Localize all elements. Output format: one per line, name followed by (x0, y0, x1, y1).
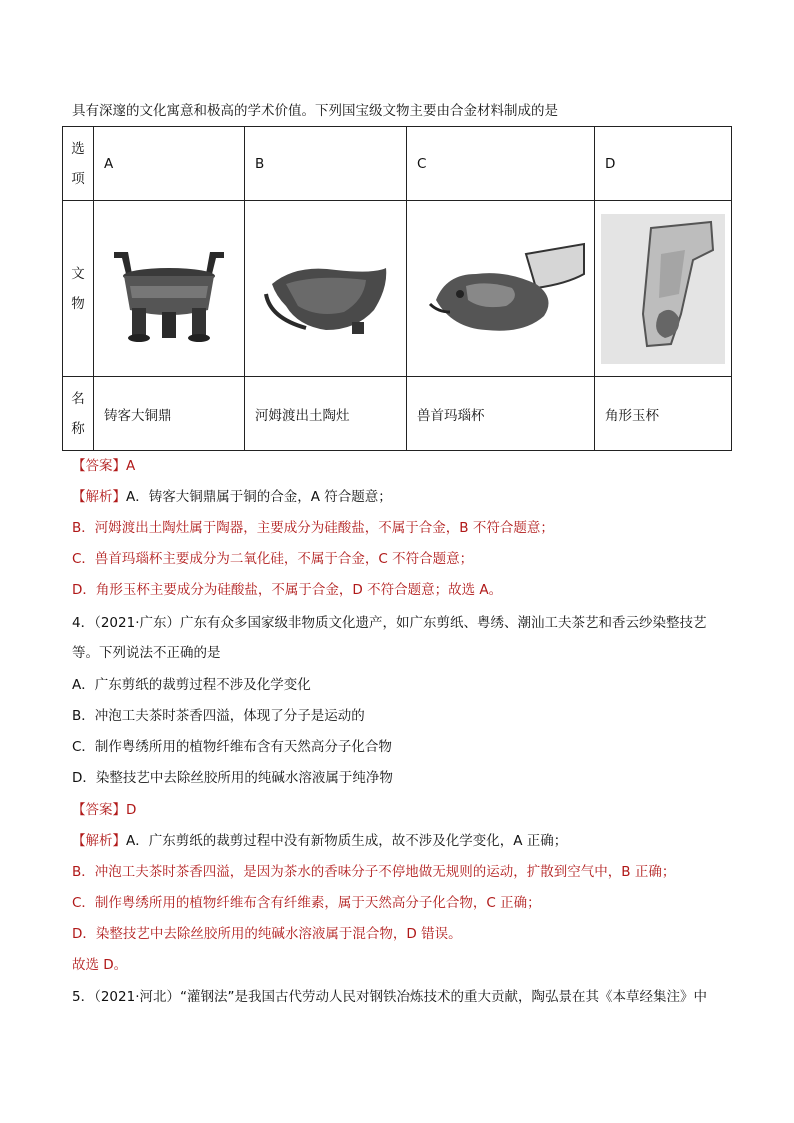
q4-choice-a: A．广东剪纸的裁剪过程不涉及化学变化 (72, 677, 311, 693)
q4-analysis-d: D．染整技艺中去除丝胶所用的纯碱水溶液属于混合物，D 错误。 (72, 926, 462, 942)
relic-table (62, 126, 732, 451)
q3-analysis-a: 【解析】A．铸客大铜鼎属于铜的合金，A 符合题意； (72, 489, 392, 505)
jade-cup-icon (601, 214, 725, 364)
row-header-relic: 文 物 (63, 201, 94, 377)
bronze-ding-icon (104, 234, 234, 344)
q3-answer: 【答案】A (72, 458, 136, 474)
pottery-stove-icon (256, 234, 396, 344)
q3-analysis-d: D．角形玉杯主要成分为硅酸盐，不属于合金，D 不符合题意；故选 A。 (72, 582, 503, 598)
q4-conclusion: 故选 D。 (72, 957, 128, 973)
relic-image-b (245, 201, 407, 377)
row-header-option: 选 项 (63, 127, 94, 201)
relic-name-b: 河姆渡出土陶灶 (245, 377, 407, 451)
q4-stem-line1: 4．（2021·广东）广东有众多国家级非物质文化遗产，如广东剪纸、粤绣、潮汕工夫茶艺和香云纱染整技艺 (72, 615, 707, 631)
relic-image-d (595, 201, 732, 377)
table-row-relics (63, 201, 732, 377)
agate-cup-icon (416, 234, 586, 344)
q4-choice-b: B．冲泡工夫茶时茶香四溢，体现了分子是运动的 (72, 708, 365, 724)
table-row-names (63, 377, 732, 451)
q3-analysis-b: B．河姆渡出土陶灶属于陶器，主要成分为硅酸盐，不属于合金，B 不符合题意； (72, 520, 554, 536)
q4-answer: 【答案】D (72, 802, 137, 818)
option-a: A (94, 127, 245, 201)
q3-analysis-c: C．兽首玛瑙杯主要成分为二氧化硅，不属于合金，C 不符合题意； (72, 551, 474, 567)
q4-analysis-a: 【解析】A．广东剪纸的裁剪过程中没有新物质生成，故不涉及化学变化，A 正确； (72, 833, 568, 849)
question-intro: 具有深邃的文化寓意和极高的学术价值。下列国宝级文物主要由合金材料制成的是 (72, 103, 558, 119)
q4-choice-d: D．染整技艺中去除丝胶所用的纯碱水溶液属于纯净物 (72, 770, 393, 786)
relic-image-c (407, 201, 595, 377)
relic-name-c: 兽首玛瑙杯 (407, 377, 595, 451)
relic-image-a (94, 201, 245, 377)
q4-analysis-b: B．冲泡工夫茶时茶香四溢，是因为茶水的香味分子不停地做无规则的运动，扩散到空气中，B 正确； (72, 864, 676, 880)
relic-name-a: 铸客大铜鼎 (94, 377, 245, 451)
row-header-name: 名 称 (63, 377, 94, 451)
table-row-options (63, 127, 732, 201)
q5-stem: 5．（2021·河北）“灌钢法”是我国古代劳动人民对钢铁冶炼技术的重大贡献，陶弘景在其《本草经集注》中 (72, 989, 707, 1005)
option-c: C (407, 127, 595, 201)
q4-analysis-c: C．制作粤绣所用的植物纤维布含有纤维素，属于天然高分子化合物，C 正确； (72, 895, 541, 911)
option-b: B (245, 127, 407, 201)
relic-name-d: 角形玉杯 (595, 377, 732, 451)
option-d: D (595, 127, 732, 201)
q4-choice-c: C．制作粤绣所用的植物纤维布含有天然高分子化合物 (72, 739, 392, 755)
q4-stem-line2: 等。下列说法不正确的是 (72, 645, 221, 661)
